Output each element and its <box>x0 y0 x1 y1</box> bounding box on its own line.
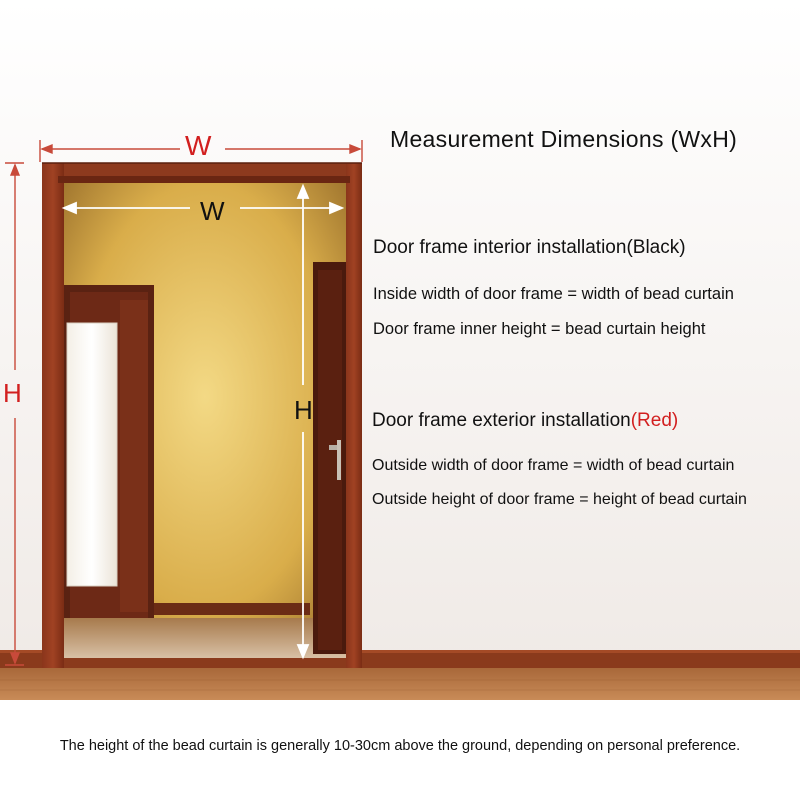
interior-height-rule: Door frame inner height = bead curtain height <box>373 320 706 338</box>
outer-door-frame-right <box>346 163 362 668</box>
inner-height-label: H <box>294 395 313 425</box>
outer-height-label: H <box>3 378 22 408</box>
outer-door-frame-left <box>42 163 64 668</box>
exterior-heading <box>372 410 678 432</box>
exterior-height-rule: Outside height of door frame = height of bead curtain <box>372 491 747 508</box>
floor <box>0 668 800 700</box>
exterior-heading-main: Door frame exterior installation <box>372 410 631 431</box>
inner-width-label: W <box>200 196 225 226</box>
frosted-glass-panel <box>67 323 117 586</box>
interior-width-rule: Inside width of door frame = width of bead curtain <box>373 285 734 303</box>
outer-width-label: W <box>185 130 212 161</box>
footnote: The height of the bead curtain is generally 10-30cm above the ground, depending on personal preference. <box>59 738 741 754</box>
page-title: Measurement Dimensions (WxH) <box>390 126 738 152</box>
exterior-heading-color: (Red) <box>630 410 679 431</box>
interior-heading: Door frame interior installation(Black) <box>373 237 686 258</box>
exterior-width-rule: Outside width of door frame = width of bead curtain <box>372 457 735 474</box>
